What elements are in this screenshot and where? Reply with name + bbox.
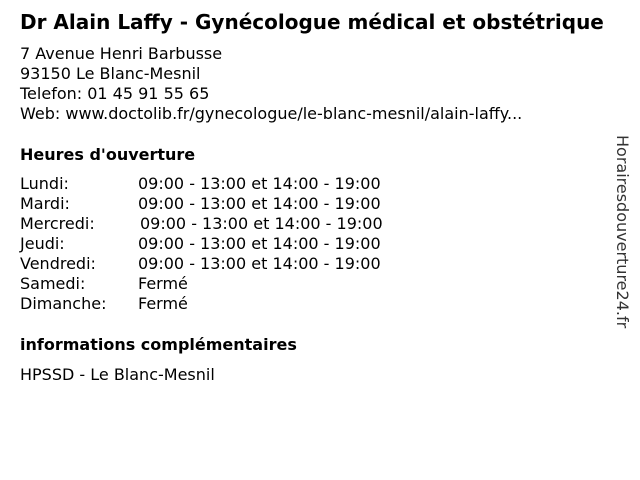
time-range: 09:00 - 13:00 et 14:00 - 19:00 bbox=[138, 234, 381, 253]
time-range: Fermé bbox=[138, 294, 188, 313]
day-label: Lundi: bbox=[20, 174, 69, 193]
day-label: Mardi: bbox=[20, 194, 70, 213]
address-block bbox=[20, 44, 522, 124]
website-link[interactable]: Web: www.doctolib.fr/gynecologue/le-blanc-mesnil/alain-laffy... bbox=[20, 104, 523, 123]
street-address: 7 Avenue Henri Barbusse bbox=[20, 44, 223, 63]
phone-number: Telefon: 01 45 91 55 65 bbox=[20, 84, 210, 103]
time-range: 09:00 - 13:00 et 14:00 - 19:00 bbox=[138, 254, 381, 273]
opening-hours-heading: Heures d'ouverture bbox=[20, 145, 196, 164]
additional-info-heading: informations complémentaires bbox=[20, 335, 297, 354]
time-range: 09:00 - 13:00 et 14:00 - 19:00 bbox=[138, 194, 381, 213]
day-label: Jeudi: bbox=[20, 234, 65, 253]
time-range: Fermé bbox=[138, 274, 188, 293]
city-address: 93150 Le Blanc-Mesnil bbox=[20, 64, 201, 83]
time-range: 09:00 - 13:00 et 14:00 - 19:00 bbox=[138, 174, 381, 193]
day-label: Dimanche: bbox=[20, 294, 107, 313]
day-label: Samedi: bbox=[20, 274, 86, 293]
page-title: Dr Alain Laffy - Gynécologue médical et obstétrique bbox=[20, 10, 604, 34]
day-label: Mercredi: bbox=[20, 214, 95, 233]
time-range: 09:00 - 13:00 et 14:00 - 19:00 bbox=[140, 214, 383, 233]
additional-info-text: HPSSD - Le Blanc-Mesnil bbox=[20, 365, 215, 384]
day-label: Vendredi: bbox=[20, 254, 96, 273]
site-watermark: Horairesdouverture24.fr bbox=[613, 135, 632, 329]
